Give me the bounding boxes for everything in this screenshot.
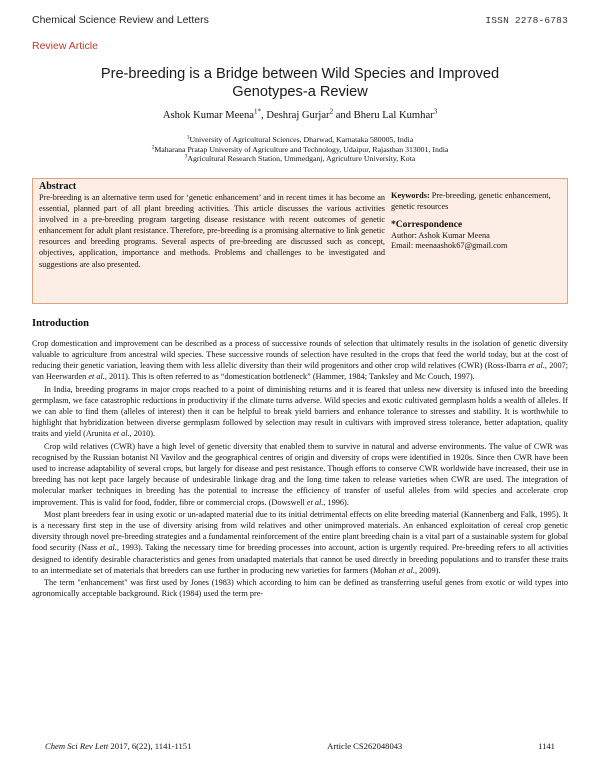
intro-paragraph bbox=[32, 338, 568, 382]
author-separator: , bbox=[261, 110, 267, 121]
affiliation bbox=[32, 135, 568, 145]
correspondence-author: Author: Ashok Kumar Meena bbox=[391, 230, 490, 240]
italic-text: et al. bbox=[113, 429, 130, 439]
italic-text: et al. bbox=[306, 497, 324, 507]
footer-page-number: 1141 bbox=[538, 741, 555, 751]
intro-paragraph bbox=[32, 384, 568, 439]
author-name: Bheru Lal Kumhar bbox=[353, 110, 434, 121]
footer-volume-pages: 2017, 6(22), 1141-1151 bbox=[108, 741, 192, 751]
affiliation-list bbox=[32, 135, 568, 164]
author-affiliation-marker: 2 bbox=[329, 107, 334, 116]
intro-paragraph bbox=[32, 509, 568, 576]
author-name: Ashok Kumar Meena bbox=[162, 110, 255, 121]
keywords-label: Keywords: bbox=[391, 191, 430, 200]
introduction-body bbox=[32, 338, 568, 601]
page-footer bbox=[45, 741, 555, 751]
affiliation bbox=[32, 145, 568, 155]
text-run: The term "enhancement" was first used by Jones (1983) which according to him can be defined as transferring useful genes from exotic or wild types into agronomically acceptable background. Rick (1984) used the term pre- bbox=[32, 578, 568, 599]
correspondence-email[interactable]: Email: meenaashok67@gmail.com bbox=[391, 241, 508, 250]
text-run: In India, breeding programs in major crops reached to a point of diminishing returns and it is feared that unless new diversity is infused into the breeding germplasm, we face catastrophic reductions in productivity if the climate turns adverse. Wild species and exotic cultivated germplasm holds a wealth of alleles. If we can able to find them (alleles of interest) then it can be helpful to break yield barriers and enhance tolerance to stresses and stability. It is worthwhile to highlight that hybridization between diverse germplasm followed by selection may result in cultivars with improved stress tolerance, better adaptation, quality traits and yield (Arunita bbox=[32, 384, 568, 439]
affiliation-marker: 2 bbox=[151, 144, 155, 150]
text-run: Crop wild relatives (CWR) have a high level of genetic diversity that enabled them to survive in natural and adverse environments. The value of CWR was recognised by the Russian botanist NI Vavilov and the geographical centres of origin and diversity of crops were identified in 1920s. Since then CWR have been used to increase adaptability of several crops, but largely for disease and pest resistance. Though efforts to conserve CWR worldwide have increased, their use in breeding has not kept pace largely because of undesirable linkage drag and the long time taken to release varieties when CWR are used. The integration of molecular marker techniques in breeding has the potential to increase the efficiency of transfer of useful alleles from wild species and accelerate crop improvement. This is valid for food, fodder, fibre or commercial crops. (Dowswell bbox=[32, 442, 568, 507]
article-type: Review Article bbox=[32, 40, 98, 52]
text-run: , 2011). This is often referred to as “domestication bottleneck” (Hammer, 1984; Tanksley and Mc Couch, 1997). bbox=[104, 372, 475, 382]
keywords-correspondence bbox=[391, 191, 563, 252]
affiliation-marker: 3 bbox=[184, 153, 188, 160]
abstract-heading: Abstract bbox=[39, 181, 77, 192]
keywords-text: Pre-breeding, genetic enhancement, genetic resources bbox=[391, 191, 551, 211]
abstract-section bbox=[39, 181, 385, 270]
italic-text: et al. bbox=[99, 543, 117, 553]
text-run: Most plant breeders fear in using exotic or un-adapted material due to its initial detrimental effects on elite breeding material (Kannenberg and Falk, 1995). It is a necessary first step in the use of diversity arising from wild relatives and other unimproved materials. An enhanced exploitation of cereal crop genetic diversity through novel pre-breeding strategies and a fundamental reinforcement of the entire plant breeding chain is a vital part of a sustainable system for global food security (Nass bbox=[32, 510, 568, 553]
author-affiliation-marker: 3 bbox=[433, 107, 438, 116]
correspondence-heading: *Correspondence bbox=[391, 220, 463, 230]
affiliation-text: Agricultural Research Station, Ummedganj, Agriculture University, Kota bbox=[187, 154, 416, 164]
text-run: Crop domestication and improvement can be described as a process of successive rounds of selection that ultimately results in the isolation of genetic diversity valuable to agriculture from ancestral wild species. These successive rounds of selection have resulted in the crops that feed the world today, but at the cost of reducing their genetic variation, leaving them with less allelic diversity than their wild progenitors and other crop wild relatives (CWR) (Ross-Ibarra bbox=[32, 339, 568, 371]
author-separator: and bbox=[333, 110, 354, 121]
author-list bbox=[32, 107, 568, 121]
footer-article-id: Article CS262048043 bbox=[327, 741, 403, 751]
text-run: , 1996). bbox=[323, 497, 349, 507]
text-run: , 2007; van Heerwarden bbox=[32, 361, 568, 382]
affiliation-marker: 1 bbox=[186, 134, 190, 141]
section-heading-introduction: Introduction bbox=[32, 318, 89, 329]
abstract-text: Pre-breeding is an alternative term used for ‘genetic enhancement’ and in recent times it has become an essential, planned part of all plant breeding activities. This article discusses the various activities involved in a pre-breeding program targeting disease resistance with recent outcomes of genetic enhancement for adult plant resistance. Therefore, pre-breeding is a promising alternative to link genetic resources and breeding programs. Several aspects of pre-breeding are discussed such as concept, objectives, application, importance and methods. Problems and challenges to be investigated and suggestions are also presented. bbox=[39, 193, 385, 269]
issn: ISSN 2278-6783 bbox=[485, 15, 568, 26]
italic-text: et al. bbox=[528, 361, 545, 371]
affiliation bbox=[32, 154, 568, 164]
text-run: , 2009). bbox=[415, 565, 441, 575]
text-run: , 1993). Taking the necessary time for breeding processes into account, action is urgently required. Pre-breeding refers to all activities designed to identify desirable characteristics and genes from unadapted materials that cannot be used directly in breeding populations and to transfer these traits to an intermediate set of materials that breeders can use further in producing new varieties for farmers (Mohan bbox=[32, 543, 568, 575]
journal-name: Chemical Science Review and Letters bbox=[32, 14, 209, 26]
author-name: Deshraj Gurjar bbox=[266, 110, 330, 121]
italic-text: et al. bbox=[88, 372, 105, 382]
text-run: , 2010). bbox=[129, 429, 156, 439]
intro-paragraph bbox=[32, 441, 568, 508]
abstract-box bbox=[32, 178, 568, 304]
paper-title: Pre-breeding is a Bridge between Wild Species and Improved Genotypes-a Review bbox=[100, 66, 500, 100]
intro-paragraph bbox=[32, 577, 568, 599]
footer-citation bbox=[45, 741, 191, 751]
author-affiliation-marker: 1* bbox=[254, 107, 262, 116]
keywords bbox=[391, 191, 563, 212]
italic-text: et al. bbox=[398, 565, 416, 575]
footer-journal-abbrev: Chem Sci Rev Lett bbox=[45, 741, 109, 751]
affiliation-text: Maharana Pratap University of Agriculture and Technology, Udaipur, Rajasthan 313001, India bbox=[154, 144, 449, 154]
running-header bbox=[32, 14, 568, 26]
affiliation-text: University of Agricultural Sciences, Dharwad, Karnataka 580005, India bbox=[189, 135, 414, 144]
